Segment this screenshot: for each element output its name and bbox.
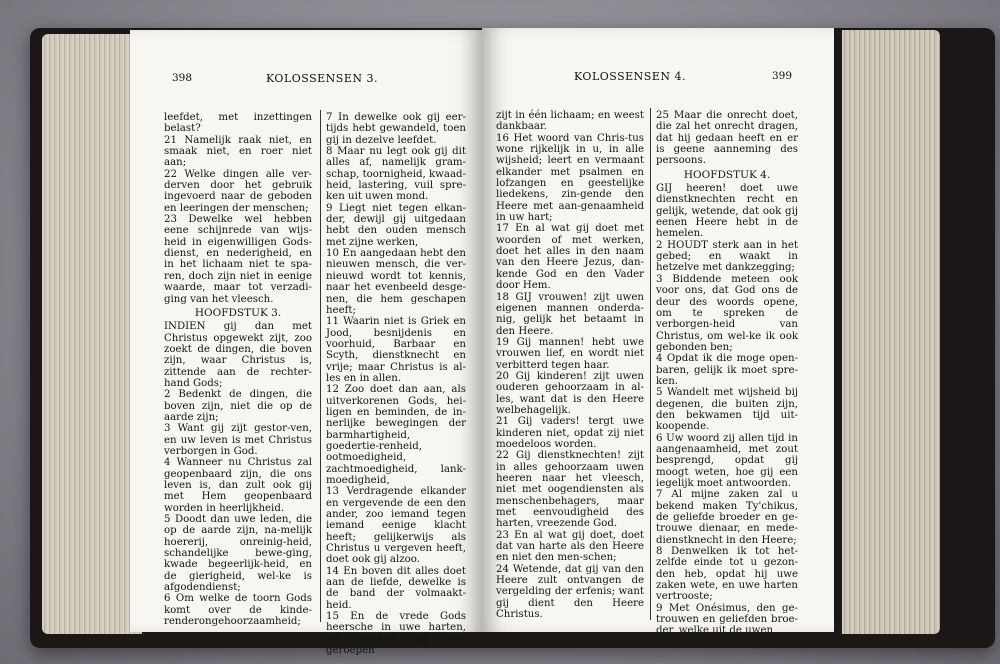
left-page-column-2 (326, 112, 466, 657)
verse-paragraph: 10 En aangedaan hebt den nieuwen mensch, die ver-nieuwd wordt tot kennis, naar het evenbeeld desge-nen, die hem geschapen heeft; (326, 248, 466, 316)
verse-paragraph: 20 Gij kinderen! zijt uwen ouderen gehoorzaam in al-les, want dat is den Heere welbehagelijk. (496, 370, 644, 416)
verse-paragraph: 3 Want gij zijt gestor-ven, en uw leven is met Christus verborgen in God. (164, 423, 312, 457)
right-page-column-1 (496, 110, 644, 620)
verse-paragraph: 8 Maar nu legt ook gij dit alles af, namelijk gram-schap, toornigheid, kwaad-heid, lastering, vuil spre-ken uit uwen mond. (326, 146, 466, 203)
verse-paragraph: 6 Uw woord zij allen tijd in aangenaamheid, met zout besprengd, opdat gij moogt weten, hoe gij een iegelijk moet antwoorden. (656, 432, 798, 489)
verse-paragraph: 9 Liegt niet tegen elkan-der, dewijl gij uitgedaan hebt den ouden mensch met zijne werken, (326, 202, 466, 248)
verse-paragraph: 4 Wanneer nu Christus zal geopenbaard zijn, die ons leven is, dan zult ook gij met Hem geopenbaard worden in heerlijkheid. (164, 457, 312, 514)
verse-paragraph: 7 In dewelke ook gij eer-tijds hebt gewandeld, toen gij in dezelve leefdet. (326, 112, 466, 146)
verse-paragraph: 6 Om welke de toorn Gods komt over de kinde-renderongehoorzaamheid; (164, 593, 312, 628)
verse-paragraph: 7 Al mijne zaken zal u bekend maken Ty'chikus, de geliefde broeder en ge-trouwe dienaar, en mede-dienstknecht in den Heere; (656, 489, 798, 546)
column-divider (320, 110, 321, 622)
verse-paragraph: 9 Met Onésimus, den ge-trouwen en geliefden broe-der, welke uit de uwen (656, 602, 798, 637)
column-divider (650, 108, 651, 620)
verse-paragraph: INDIEN gij dan met Christus opgewekt zijt, zoo zoekt de dingen, die boven zijn, waar Christus is, zittende aan de rechter-hand Gods; (164, 321, 312, 389)
verse-paragraph: 4 Opdat ik die moge open-baren, gelijk ik moet spre-ken. (656, 353, 798, 387)
verse-paragraph: 23 En al wat gij doet, doet dat van harte als den Heere en niet den men-schen; (496, 529, 644, 564)
left-page (130, 30, 482, 657)
verse-paragraph: zijt in één lichaam; en weest dankbaar. (496, 110, 644, 133)
verse-paragraph: 2 Bedenkt de dingen, die boven zijn, niet die op de aarde zijn; (164, 389, 312, 423)
verse-paragraph: 25 Maar die onrecht doet, die zal het onrecht dragen, dat hij gedaan heeft en er is geene aanneming des persoons. (656, 110, 798, 167)
verse-paragraph: 5 Wandelt met wijsheid bij degenen, die buiten zijn, den bekwamen tijd uit-koopende. (656, 387, 798, 433)
running-title-right: KOLOSSENSEN 4. (574, 70, 686, 83)
verse-paragraph: 5 Doodt dan uwe leden, die op de aarde zijn, na-melijk hoererij, onreinig-heid, schandelijke bewe-ging, kwade begeerlijk-heid, en de gierigheid, wel-ke is afgodendienst; (164, 514, 312, 594)
verse-paragraph: 21 Gij vaders! tergt uwe kinderen niet, opdat zij niet moedeloos worden. (496, 416, 644, 450)
page-edges-left (42, 34, 142, 634)
page-number-right: 399 (772, 70, 793, 82)
verse-paragraph: 22 Gij dienstknechten! zijt in alles gehoorzaam uwen heeren naar het vleesch, niet met oogendiensten als menschenbehagers, maar met eenvoudigheid des harten, vreezende God. (496, 450, 644, 530)
verse-paragraph: 3 Biddende meteen ook voor ons, dat God ons de deur des woords opene, om te spreken de verborgen-heid van Christus, om wel-ke ik ook gebonden ben; (656, 273, 798, 353)
verse-paragraph: 17 En al wat gij doet met woorden of met werken, doet het alles in den naam van den Heere Jezus, dan-kende God en den Vader door Hem. (496, 223, 644, 292)
verse-paragraph: GIJ heeren! doet uwe dienstknechten recht en gelijk, wetende, dat ook gij eenen Heere hebt in de hemelen. (656, 183, 798, 240)
chapter-heading: HOOFDSTUK 4. (683, 168, 771, 181)
verse-paragraph: 8 Denwelken ik tot het-zelfde einde tot u gezon-den heb, opdat hij uwe zaken wete, en uwe harten vertrooste; (656, 546, 798, 603)
page-edges-right (842, 30, 940, 634)
running-title-left: KOLOSSENSEN 3. (266, 72, 378, 85)
verse-paragraph: 23 Dewelke wel hebben eene schijnrede van wijs-heid in eigenwilligen Gods-dienst, en nederigheid, en in het lichaam niet te spa-ren, doch zijn niet in eenige waarde, maar tot verzadi-ging van het vleesch. (164, 214, 312, 305)
right-page (482, 28, 834, 637)
right-page-column-2 (656, 110, 798, 637)
verse-paragraph: 16 Het woord van Chris-tus wone rijkelijk in u, in alle wijsheid; leert en vermaant elkander met psalmen en lofzangen en geestelijke liedekens, zin-gende den Heere met aan-genaamheid in uw hart; (496, 132, 644, 224)
page-number-left: 398 (172, 72, 193, 84)
verse-paragraph: 22 Welke dingen alle ver-derven door het gebruik ingevoerd naar de geboden en leeringen der menschen; (164, 168, 312, 214)
left-page-column-1 (164, 112, 312, 627)
verse-paragraph: 15 En de vrede Gods heersche in uwe harten, tot welken gij ook geroepen (326, 611, 466, 657)
verse-paragraph: 13 Verdragende elkander en vergevende de een den ander, zoo iemand tegen iemand eenige klacht heeft; gelijkerwijs als Christus u vergeven heeft, doet ook gij alzoo. (326, 486, 466, 566)
chapter-heading: HOOFDSTUK 3. (194, 306, 282, 319)
verse-paragraph: 21 Namelijk raak niet, en smaak niet, en roer niet aan; (164, 134, 312, 169)
verse-paragraph: 11 Waarin niet is Griek en Jood, besnijdenis en voorhuid, Barbaar en Scyth, dienstknecht en vrije; maar Christus is al-les en in allen. (326, 316, 466, 384)
verse-paragraph: 12 Zoo doet dan aan, als uitverkorenen Gods, hei-ligen en beminden, de in-nerlijke bewegingen der barmhartigheid, goedertie-renheid, ootmoedigheid, zachtmoedigheid, lank-moedigheid, (326, 384, 466, 486)
verse-paragraph: 2 HOUDT sterk aan in het gebed; en waakt in hetzelve met dankzegging; (656, 239, 798, 274)
verse-paragraph: 24 Wetende, dat gij van den Heere zult ontvangen de vergelding der erfenis; want gij dient den Heere Christus. (496, 563, 644, 621)
verse-paragraph: 14 En boven dit alles doet aan de liefde, dewelke is de band der volmaakt-heid. (326, 565, 466, 611)
verse-paragraph: leefdet, met inzettingen belast? (164, 112, 312, 135)
verse-paragraph: 19 Gij mannen! hebt uwe vrouwen lief, en wordt niet verbitterd tegen haar. (496, 336, 644, 371)
verse-paragraph: 18 GIJ vrouwen! zijt uwen eigenen mannen onderda-nig, gelijk het betaamt in den Heere. (496, 291, 644, 337)
